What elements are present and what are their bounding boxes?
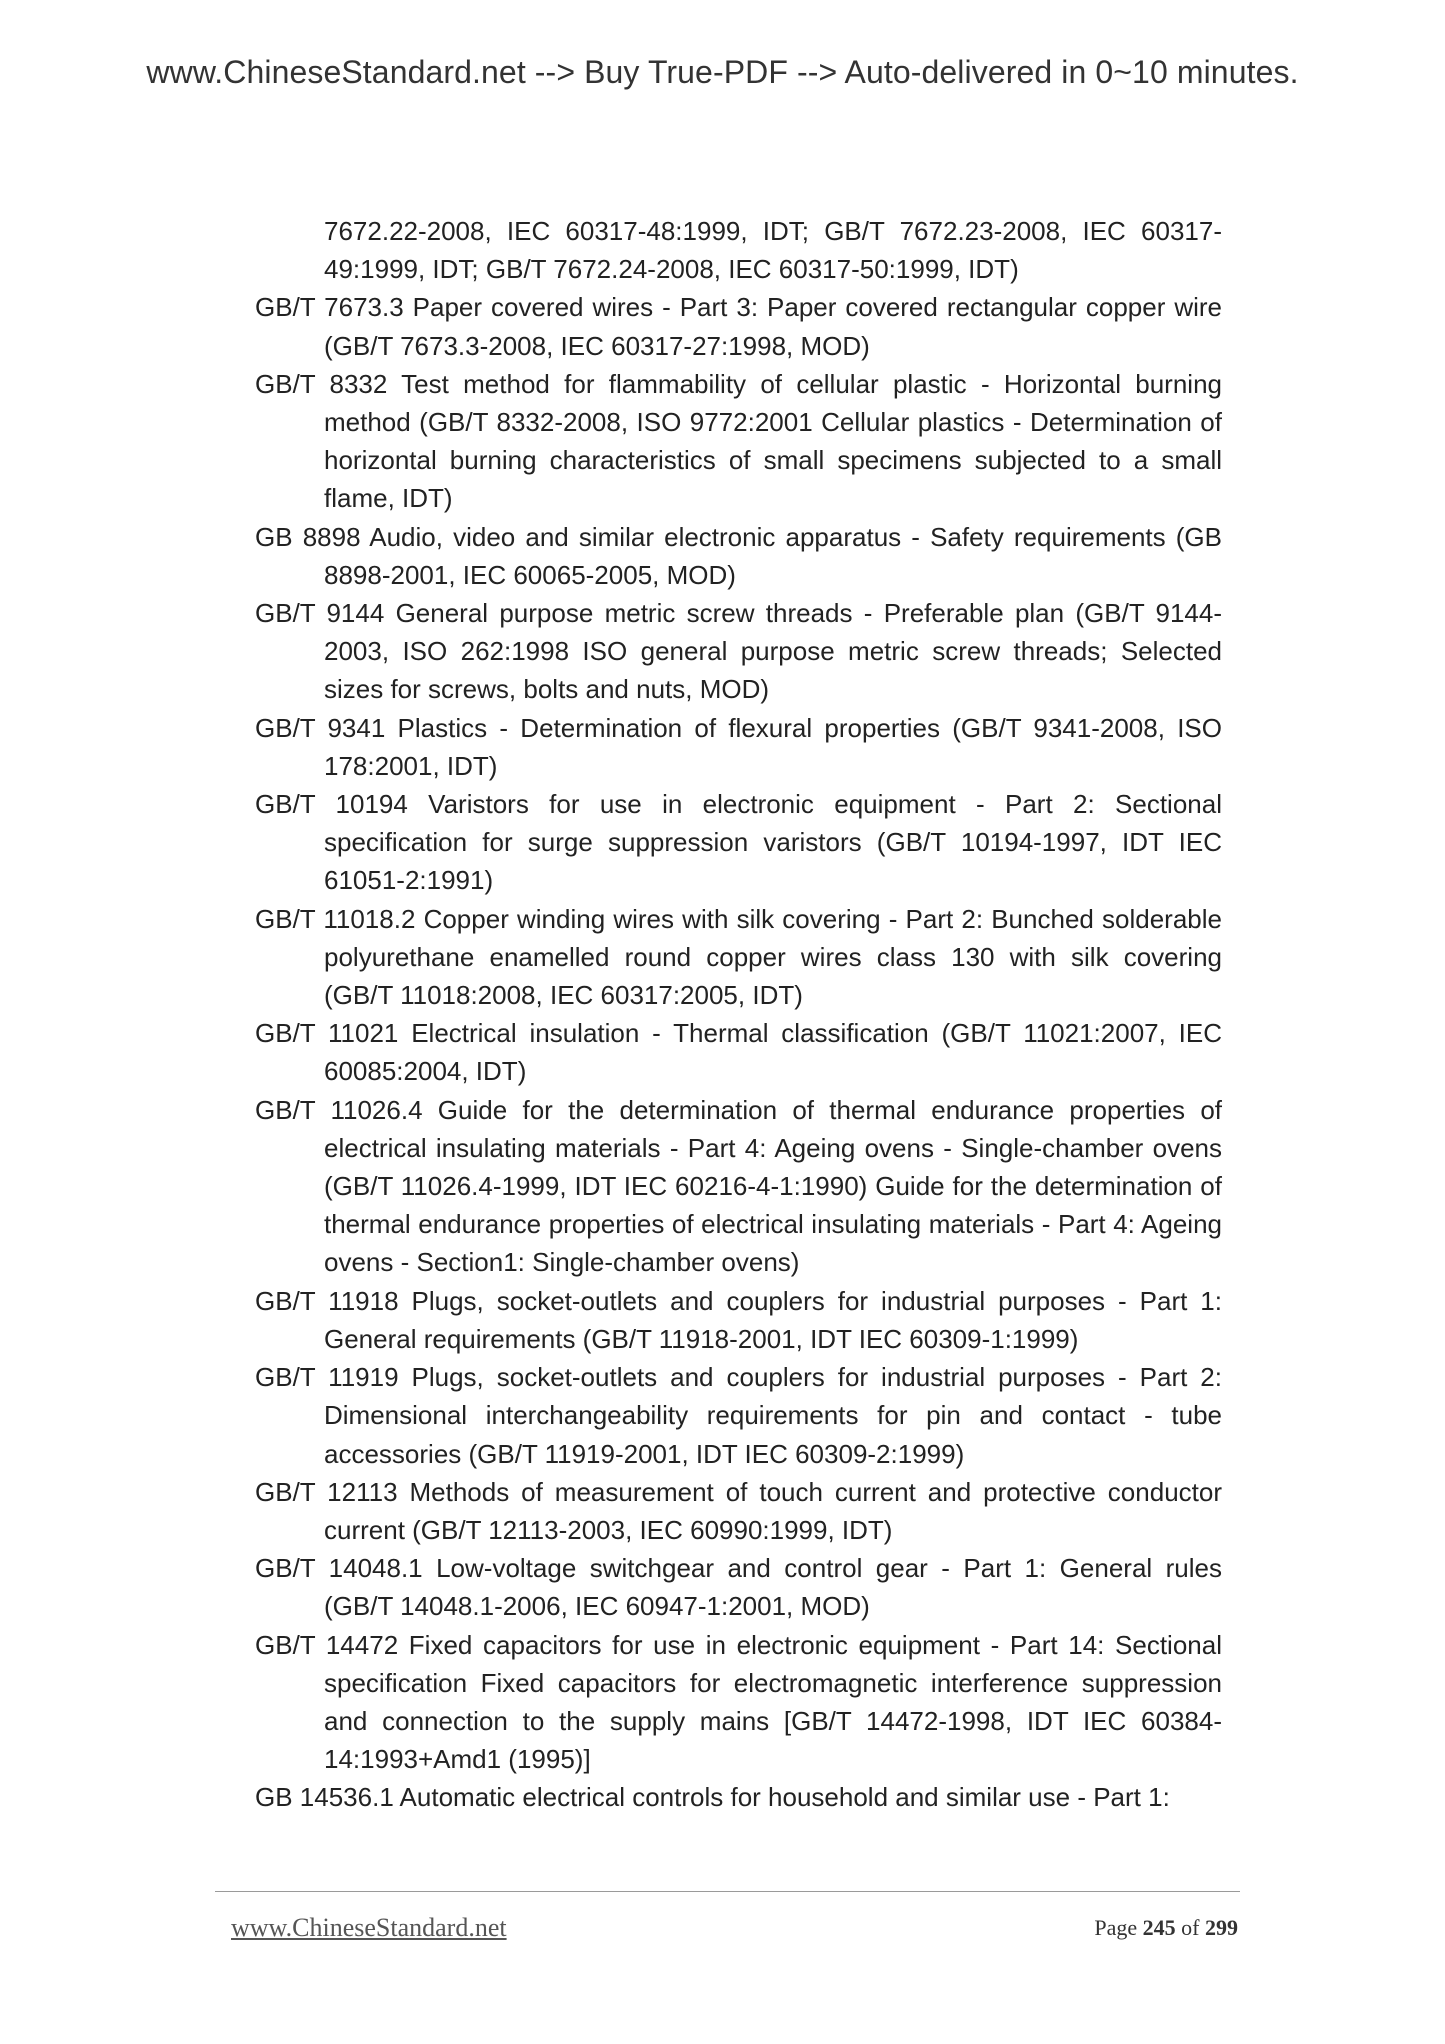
total-pages: 299 (1205, 1915, 1238, 1940)
reference-entry: GB/T 10194 Varistors for use in electronic equipment - Part 2: Sectional specification for surge suppression varistors (GB/T 10194-1997, IDT IEC 61051-2:1991) (255, 789, 1222, 896)
reference-entry: GB/T 7673.3 Paper covered wires - Part 3: Paper covered rectangular copper wire (GB/T 7673.3-2008, IEC 60317-27:1998, MOD) (255, 292, 1222, 361)
reference-entry: GB 8898 Audio, video and similar electronic apparatus - Safety requirements (GB 8898-2001, IEC 60065-2005, MOD) (255, 521, 1222, 590)
header-banner: www.ChineseStandard.net --> Buy True-PDF --> Auto-delivered in 0~10 minutes. (146, 54, 1299, 90)
reference-entry: GB/T 11026.4 Guide for the determination of thermal endurance properties of electrical insulating materials - Part 4: Ageing ovens - Single-chamber ovens (GB/T 11026.4-1999, IDT IEC 60216-4-1:1990) Guide for the determination of thermal endurance properties of electrical insulating materials - Part 4: Ageing ovens - Section1: Single-chamber ovens) (255, 1094, 1222, 1278)
page-number (1094, 1915, 1238, 1941)
page-of-label: of (1181, 1915, 1200, 1940)
reference-entry: GB/T 14472 Fixed capacitors for use in electronic equipment - Part 14: Sectional specification Fixed capacitors for electromagnetic interference suppression and connection to the supply mains [GB/T 14472-1998, IDT IEC 60384-14:1993+Amd1 (1995)] (255, 1629, 1222, 1775)
page-label: Page (1094, 1915, 1138, 1940)
reference-entry: 7672.22-2008, IEC 60317-48:1999, IDT; GB/T 7672.23-2008, IEC 60317-49:1999, IDT; GB/T 7672.24-2008, IEC 60317-50:1999, IDT) (324, 216, 1222, 285)
reference-entry: GB/T 8332 Test method for flammability of cellular plastic - Horizontal burning method (GB/T 8332-2008, ISO 9772:2001 Cellular plastics - Determination of horizontal burning characteristics of small specimens subjected to a small flame, IDT) (255, 368, 1222, 514)
reference-entry: GB 14536.1 Automatic electrical controls for household and similar use - Part 1: (255, 1782, 1170, 1813)
reference-entry: GB/T 12113 Methods of measurement of touch current and protective conductor current (GB/T 12113-2003, IEC 60990:1999, IDT) (255, 1476, 1222, 1545)
reference-entry: GB/T 11018.2 Copper winding wires with silk covering - Part 2: Bunched solderable polyurethane enamelled round copper wires class 130 with silk covering (GB/T 11018:2008, IEC 60317:2005, IDT) (255, 903, 1222, 1011)
reference-list (255, 212, 1222, 1817)
reference-entry: GB/T 11918 Plugs, socket-outlets and couplers for industrial purposes - Part 1: General requirements (GB/T 11918-2001, IDT IEC 60309-1:1999) (255, 1285, 1222, 1354)
reference-entry: GB/T 14048.1 Low-voltage switchgear and control gear - Part 1: General rules (GB/T 14048.1-2006, IEC 60947-1:2001, MOD) (255, 1553, 1222, 1622)
reference-entry: GB/T 11021 Electrical insulation - Thermal classification (GB/T 11021:2007, IEC 60085:2004, IDT) (255, 1018, 1222, 1087)
footer-divider (215, 1891, 1240, 1892)
current-page: 245 (1142, 1915, 1176, 1940)
reference-entry: GB/T 11919 Plugs, socket-outlets and couplers for industrial purposes - Part 2: Dimensional interchangeability requirements for pin and contact - tube accessories (GB/T 11919-2001, IDT IEC 60309-2:1999) (255, 1362, 1222, 1469)
footer-site-link[interactable]: www.ChineseStandard.net (231, 1913, 507, 1942)
reference-entry: GB/T 9341 Plastics - Determination of flexural properties (GB/T 9341-2008, ISO 178:2001, IDT) (255, 712, 1222, 781)
reference-entry: GB/T 9144 General purpose metric screw threads - Preferable plan (GB/T 9144-2003, ISO 262:1998 ISO general purpose metric screw threads; Selected sizes for screws, bolts and nuts, MOD) (255, 598, 1222, 705)
